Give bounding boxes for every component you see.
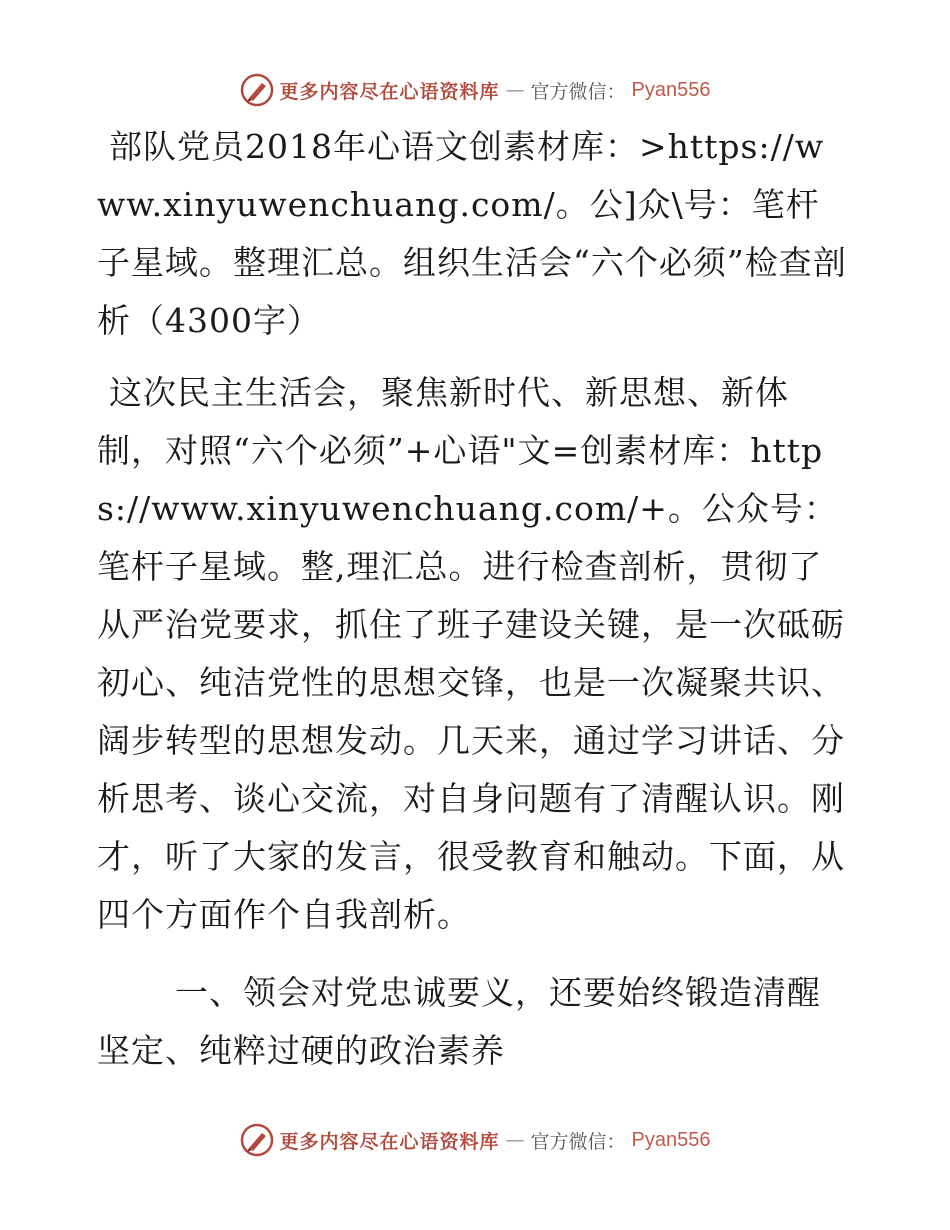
watermark-site-text: 更多内容尽在心语资料库	[279, 80, 500, 103]
footer-watermark	[0, 1120, 950, 1160]
watermark-wechat-id: Pyan556	[631, 1128, 711, 1151]
watermark-separator: —	[505, 1129, 525, 1151]
document-body	[97, 118, 852, 1080]
watermark-separator: —	[505, 79, 525, 101]
watermark-site-text: 更多内容尽在心语资料库	[279, 1130, 500, 1153]
section-heading-1: 一、领会对党忠诚要义，还要始终锻造清醒坚定、纯粹过硬的政治素养	[97, 973, 821, 1070]
document-paragraph-2: 这次民主生活会，聚焦新时代、新思想、新体制，对照“六个必须”+心语"文=创素材库：https://www.xinyuwenchuang.com/+。公众号：笔杆子星域。整,理汇总。进行检查剖析，贯彻了从严治党要求，抓住了班子建设关键，是一次砥砺初心、纯洁党性的思想交锋，也是一次凝聚共识、阔步转型的思想发动。几天来，通过学习讲话、分析思考、谈心交流，对自身问题有了清醒认识。刚才，听了大家的发言，很受教育和触动。下面，从四个方面作个自我剖析。	[97, 373, 845, 934]
header-watermark	[0, 70, 950, 110]
watermark-official-label: 官方微信：	[530, 80, 626, 103]
watermark-wechat-id: Pyan556	[631, 78, 711, 101]
pen-logo-icon	[240, 1123, 274, 1157]
document-paragraph-1: 部队党员2018年心语文创素材库：>https://www.xinyuwenchuang.com/。公]众\号：笔杆子星域。整理汇总。组织生活会“六个必须”检查剖析（4300字）	[97, 127, 847, 340]
pen-logo-icon	[240, 73, 274, 107]
watermark-official-label: 官方微信：	[530, 1130, 626, 1153]
